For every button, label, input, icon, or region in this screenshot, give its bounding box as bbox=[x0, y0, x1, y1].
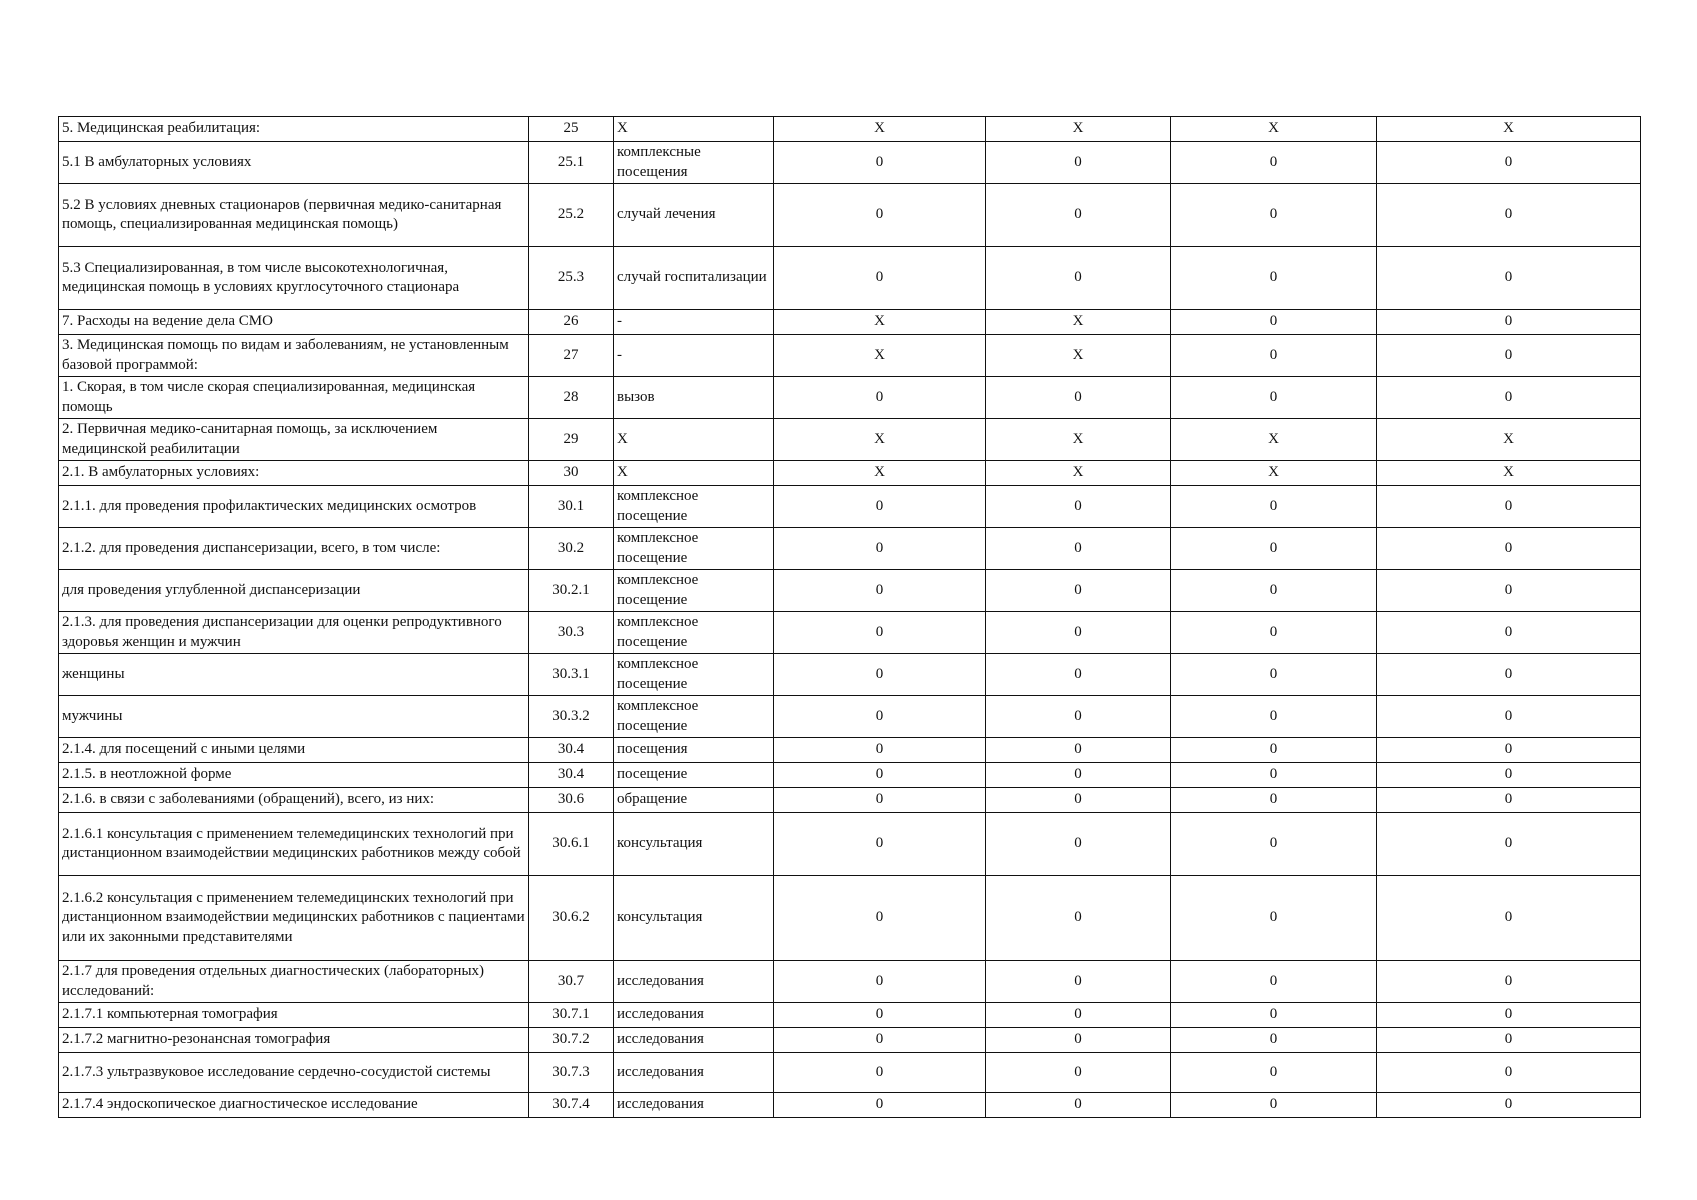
row-value-1: 0 bbox=[774, 654, 986, 696]
row-unit: исследования bbox=[614, 1093, 774, 1118]
row-value-2: X bbox=[986, 310, 1171, 335]
table-row bbox=[59, 876, 1641, 961]
row-value-3: 0 bbox=[1171, 335, 1377, 377]
row-value-2: 0 bbox=[986, 654, 1171, 696]
row-value-4: 0 bbox=[1377, 184, 1641, 247]
table-row bbox=[59, 1093, 1641, 1118]
row-unit: обращение bbox=[614, 788, 774, 813]
row-code: 30.2 bbox=[529, 528, 614, 570]
row-value-3: 0 bbox=[1171, 528, 1377, 570]
row-code: 30.7.1 bbox=[529, 1003, 614, 1028]
row-value-4: 0 bbox=[1377, 813, 1641, 876]
row-value-3: 0 bbox=[1171, 247, 1377, 310]
row-unit: посещения bbox=[614, 738, 774, 763]
row-value-1: X bbox=[774, 310, 986, 335]
row-value-1: 0 bbox=[774, 1053, 986, 1093]
row-name: 7. Расходы на ведение дела СМО bbox=[59, 310, 529, 335]
row-code: 30.6.2 bbox=[529, 876, 614, 961]
row-unit: исследования bbox=[614, 1053, 774, 1093]
row-value-3: 0 bbox=[1171, 654, 1377, 696]
row-code: 30.3 bbox=[529, 612, 614, 654]
row-unit: X bbox=[614, 117, 774, 142]
table-row bbox=[59, 813, 1641, 876]
row-value-1: 0 bbox=[774, 738, 986, 763]
table-row bbox=[59, 247, 1641, 310]
table-row bbox=[59, 377, 1641, 419]
row-value-1: 0 bbox=[774, 813, 986, 876]
row-name: для проведения углубленной диспансеризации bbox=[59, 570, 529, 612]
row-value-1: 0 bbox=[774, 377, 986, 419]
row-unit: - bbox=[614, 335, 774, 377]
row-code: 30.7.4 bbox=[529, 1093, 614, 1118]
row-unit: исследования bbox=[614, 961, 774, 1003]
row-name: 2.1.2. для проведения диспансеризации, всего, в том числе: bbox=[59, 528, 529, 570]
row-unit: комплексное посещение bbox=[614, 654, 774, 696]
row-value-3: 0 bbox=[1171, 310, 1377, 335]
row-value-1: 0 bbox=[774, 184, 986, 247]
row-value-2: 0 bbox=[986, 486, 1171, 528]
row-value-4: 0 bbox=[1377, 654, 1641, 696]
row-code: 25.2 bbox=[529, 184, 614, 247]
row-value-3: 0 bbox=[1171, 1093, 1377, 1118]
row-value-4: 0 bbox=[1377, 335, 1641, 377]
table-body bbox=[59, 117, 1641, 1118]
table-row bbox=[59, 528, 1641, 570]
row-value-2: 0 bbox=[986, 1093, 1171, 1118]
table-row bbox=[59, 1053, 1641, 1093]
row-value-2: 0 bbox=[986, 1028, 1171, 1053]
row-code: 30.6 bbox=[529, 788, 614, 813]
row-value-4: 0 bbox=[1377, 377, 1641, 419]
row-value-1: 0 bbox=[774, 528, 986, 570]
row-name: 3. Медицинская помощь по видам и заболеваниям, не установленным базовой программой: bbox=[59, 335, 529, 377]
row-unit: исследования bbox=[614, 1003, 774, 1028]
row-value-2: 0 bbox=[986, 377, 1171, 419]
row-unit: комплексное посещение bbox=[614, 528, 774, 570]
row-value-4: 0 bbox=[1377, 763, 1641, 788]
row-unit: случай лечения bbox=[614, 184, 774, 247]
row-name: 2.1.1. для проведения профилактических медицинских осмотров bbox=[59, 486, 529, 528]
row-name: 5.1 В амбулаторных условиях bbox=[59, 142, 529, 184]
row-value-1: X bbox=[774, 335, 986, 377]
row-code: 30.2.1 bbox=[529, 570, 614, 612]
row-value-4: 0 bbox=[1377, 570, 1641, 612]
table-row bbox=[59, 335, 1641, 377]
row-code: 30.4 bbox=[529, 738, 614, 763]
row-value-1: 0 bbox=[774, 142, 986, 184]
row-code: 29 bbox=[529, 419, 614, 461]
row-value-3: 0 bbox=[1171, 1028, 1377, 1053]
row-name: 2.1.7.3 ультразвуковое исследование сердечно-сосудистой системы bbox=[59, 1053, 529, 1093]
row-unit: X bbox=[614, 461, 774, 486]
row-code: 25.3 bbox=[529, 247, 614, 310]
row-value-3: 0 bbox=[1171, 763, 1377, 788]
row-name: 2.1.3. для проведения диспансеризации для оценки репродуктивного здоровья женщин и мужчин bbox=[59, 612, 529, 654]
row-value-1: 0 bbox=[774, 961, 986, 1003]
row-value-1: 0 bbox=[774, 763, 986, 788]
table-row bbox=[59, 696, 1641, 738]
row-value-3: 0 bbox=[1171, 570, 1377, 612]
table-row bbox=[59, 763, 1641, 788]
row-code: 30.7 bbox=[529, 961, 614, 1003]
row-name: 5.2 В условиях дневных стационаров (первичная медико-санитарная помощь, специализированная медицинская помощь) bbox=[59, 184, 529, 247]
table-row bbox=[59, 654, 1641, 696]
row-name: 5. Медицинская реабилитация: bbox=[59, 117, 529, 142]
row-name: 1. Скорая, в том числе скорая специализированная, медицинская помощь bbox=[59, 377, 529, 419]
table-row bbox=[59, 117, 1641, 142]
row-value-3: X bbox=[1171, 461, 1377, 486]
row-value-3: 0 bbox=[1171, 377, 1377, 419]
row-name: 2.1.7.2 магнитно-резонансная томография bbox=[59, 1028, 529, 1053]
row-name: 2.1.7.1 компьютерная томография bbox=[59, 1003, 529, 1028]
row-unit: комплексное посещение bbox=[614, 570, 774, 612]
row-value-4: X bbox=[1377, 461, 1641, 486]
row-value-4: 0 bbox=[1377, 310, 1641, 335]
row-value-4: 0 bbox=[1377, 696, 1641, 738]
row-code: 30.7.3 bbox=[529, 1053, 614, 1093]
row-name: 2.1.6.2 консультация с применением телемедицинских технологий при дистанционном взаимодействии медицинских работников с пациентами или их законными представителями bbox=[59, 876, 529, 961]
row-value-3: X bbox=[1171, 419, 1377, 461]
row-name: женщины bbox=[59, 654, 529, 696]
row-value-3: 0 bbox=[1171, 486, 1377, 528]
table-row bbox=[59, 570, 1641, 612]
row-value-4: 0 bbox=[1377, 612, 1641, 654]
row-value-2: 0 bbox=[986, 738, 1171, 763]
row-unit: - bbox=[614, 310, 774, 335]
row-code: 27 bbox=[529, 335, 614, 377]
row-value-1: X bbox=[774, 117, 986, 142]
row-value-4: 0 bbox=[1377, 1093, 1641, 1118]
row-value-2: 0 bbox=[986, 696, 1171, 738]
row-value-3: 0 bbox=[1171, 738, 1377, 763]
row-value-2: X bbox=[986, 461, 1171, 486]
row-name: 2.1.5. в неотложной форме bbox=[59, 763, 529, 788]
row-value-3: 0 bbox=[1171, 961, 1377, 1003]
row-value-2: 0 bbox=[986, 813, 1171, 876]
row-value-4: 0 bbox=[1377, 247, 1641, 310]
row-code: 25 bbox=[529, 117, 614, 142]
row-code: 25.1 bbox=[529, 142, 614, 184]
row-unit: комплексное посещение bbox=[614, 486, 774, 528]
row-value-4: 0 bbox=[1377, 528, 1641, 570]
row-value-2: 0 bbox=[986, 876, 1171, 961]
row-value-4: 0 bbox=[1377, 876, 1641, 961]
row-value-4: 0 bbox=[1377, 1003, 1641, 1028]
row-name: мужчины bbox=[59, 696, 529, 738]
data-table bbox=[58, 116, 1641, 1118]
row-value-4: 0 bbox=[1377, 788, 1641, 813]
table-row bbox=[59, 486, 1641, 528]
row-unit: X bbox=[614, 419, 774, 461]
row-value-4: 0 bbox=[1377, 142, 1641, 184]
table-row bbox=[59, 961, 1641, 1003]
row-value-4: 0 bbox=[1377, 961, 1641, 1003]
row-unit: вызов bbox=[614, 377, 774, 419]
row-value-2: 0 bbox=[986, 570, 1171, 612]
row-value-2: X bbox=[986, 419, 1171, 461]
table-row bbox=[59, 612, 1641, 654]
row-value-3: 0 bbox=[1171, 612, 1377, 654]
table-row bbox=[59, 1003, 1641, 1028]
row-code: 28 bbox=[529, 377, 614, 419]
row-unit: посещение bbox=[614, 763, 774, 788]
row-value-1: 0 bbox=[774, 1093, 986, 1118]
row-name: 5.3 Специализированная, в том числе высокотехнологичная, медицинская помощь в условиях круглосуточного стационара bbox=[59, 247, 529, 310]
row-value-4: 0 bbox=[1377, 1028, 1641, 1053]
row-code: 30.7.2 bbox=[529, 1028, 614, 1053]
table-row bbox=[59, 419, 1641, 461]
row-value-2: 0 bbox=[986, 1053, 1171, 1093]
row-value-2: 0 bbox=[986, 612, 1171, 654]
table-row bbox=[59, 310, 1641, 335]
row-value-2: X bbox=[986, 335, 1171, 377]
row-code: 30.3.1 bbox=[529, 654, 614, 696]
row-value-1: X bbox=[774, 461, 986, 486]
row-unit: случай госпитализации bbox=[614, 247, 774, 310]
row-value-3: 0 bbox=[1171, 1053, 1377, 1093]
row-value-3: 0 bbox=[1171, 142, 1377, 184]
row-value-1: 0 bbox=[774, 570, 986, 612]
row-value-2: 0 bbox=[986, 788, 1171, 813]
row-value-2: 0 bbox=[986, 528, 1171, 570]
row-value-1: 0 bbox=[774, 1003, 986, 1028]
row-value-4: 0 bbox=[1377, 738, 1641, 763]
row-value-4: X bbox=[1377, 419, 1641, 461]
row-value-3: 0 bbox=[1171, 788, 1377, 813]
table-row bbox=[59, 738, 1641, 763]
row-unit: комплексные посещения bbox=[614, 142, 774, 184]
row-value-2: 0 bbox=[986, 1003, 1171, 1028]
row-name: 2.1.4. для посещений с иными целями bbox=[59, 738, 529, 763]
row-value-2: X bbox=[986, 117, 1171, 142]
row-name: 2.1.7 для проведения отдельных диагностических (лабораторных) исследований: bbox=[59, 961, 529, 1003]
row-code: 30.4 bbox=[529, 763, 614, 788]
row-value-2: 0 bbox=[986, 247, 1171, 310]
table-row bbox=[59, 788, 1641, 813]
row-value-1: 0 bbox=[774, 612, 986, 654]
row-name: 2.1. В амбулаторных условиях: bbox=[59, 461, 529, 486]
row-unit: комплексное посещение bbox=[614, 696, 774, 738]
row-code: 30.3.2 bbox=[529, 696, 614, 738]
row-value-3: 0 bbox=[1171, 184, 1377, 247]
row-code: 30 bbox=[529, 461, 614, 486]
row-value-3: 0 bbox=[1171, 1003, 1377, 1028]
row-value-1: 0 bbox=[774, 1028, 986, 1053]
row-value-3: 0 bbox=[1171, 696, 1377, 738]
row-unit: консультация bbox=[614, 813, 774, 876]
row-value-1: 0 bbox=[774, 876, 986, 961]
row-value-1: 0 bbox=[774, 788, 986, 813]
row-value-2: 0 bbox=[986, 961, 1171, 1003]
row-value-1: X bbox=[774, 419, 986, 461]
row-value-4: 0 bbox=[1377, 1053, 1641, 1093]
row-name: 2.1.7.4 эндоскопическое диагностическое исследование bbox=[59, 1093, 529, 1118]
row-value-1: 0 bbox=[774, 486, 986, 528]
row-code: 30.6.1 bbox=[529, 813, 614, 876]
row-name: 2. Первичная медико-санитарная помощь, за исключением медицинской реабилитации bbox=[59, 419, 529, 461]
table-row bbox=[59, 1028, 1641, 1053]
row-name: 2.1.6. в связи с заболеваниями (обращений), всего, из них: bbox=[59, 788, 529, 813]
row-value-4: X bbox=[1377, 117, 1641, 142]
row-value-3: 0 bbox=[1171, 876, 1377, 961]
row-unit: комплексное посещение bbox=[614, 612, 774, 654]
row-code: 26 bbox=[529, 310, 614, 335]
table-row bbox=[59, 142, 1641, 184]
table-row bbox=[59, 184, 1641, 247]
row-value-1: 0 bbox=[774, 247, 986, 310]
row-name: 2.1.6.1 консультация с применением телемедицинских технологий при дистанционном взаимодействии медицинских работников между собой bbox=[59, 813, 529, 876]
row-unit: исследования bbox=[614, 1028, 774, 1053]
row-code: 30.1 bbox=[529, 486, 614, 528]
row-value-4: 0 bbox=[1377, 486, 1641, 528]
row-value-3: 0 bbox=[1171, 813, 1377, 876]
row-value-2: 0 bbox=[986, 763, 1171, 788]
table-row bbox=[59, 461, 1641, 486]
row-value-2: 0 bbox=[986, 142, 1171, 184]
row-value-1: 0 bbox=[774, 696, 986, 738]
row-value-3: X bbox=[1171, 117, 1377, 142]
row-value-2: 0 bbox=[986, 184, 1171, 247]
row-unit: консультация bbox=[614, 876, 774, 961]
